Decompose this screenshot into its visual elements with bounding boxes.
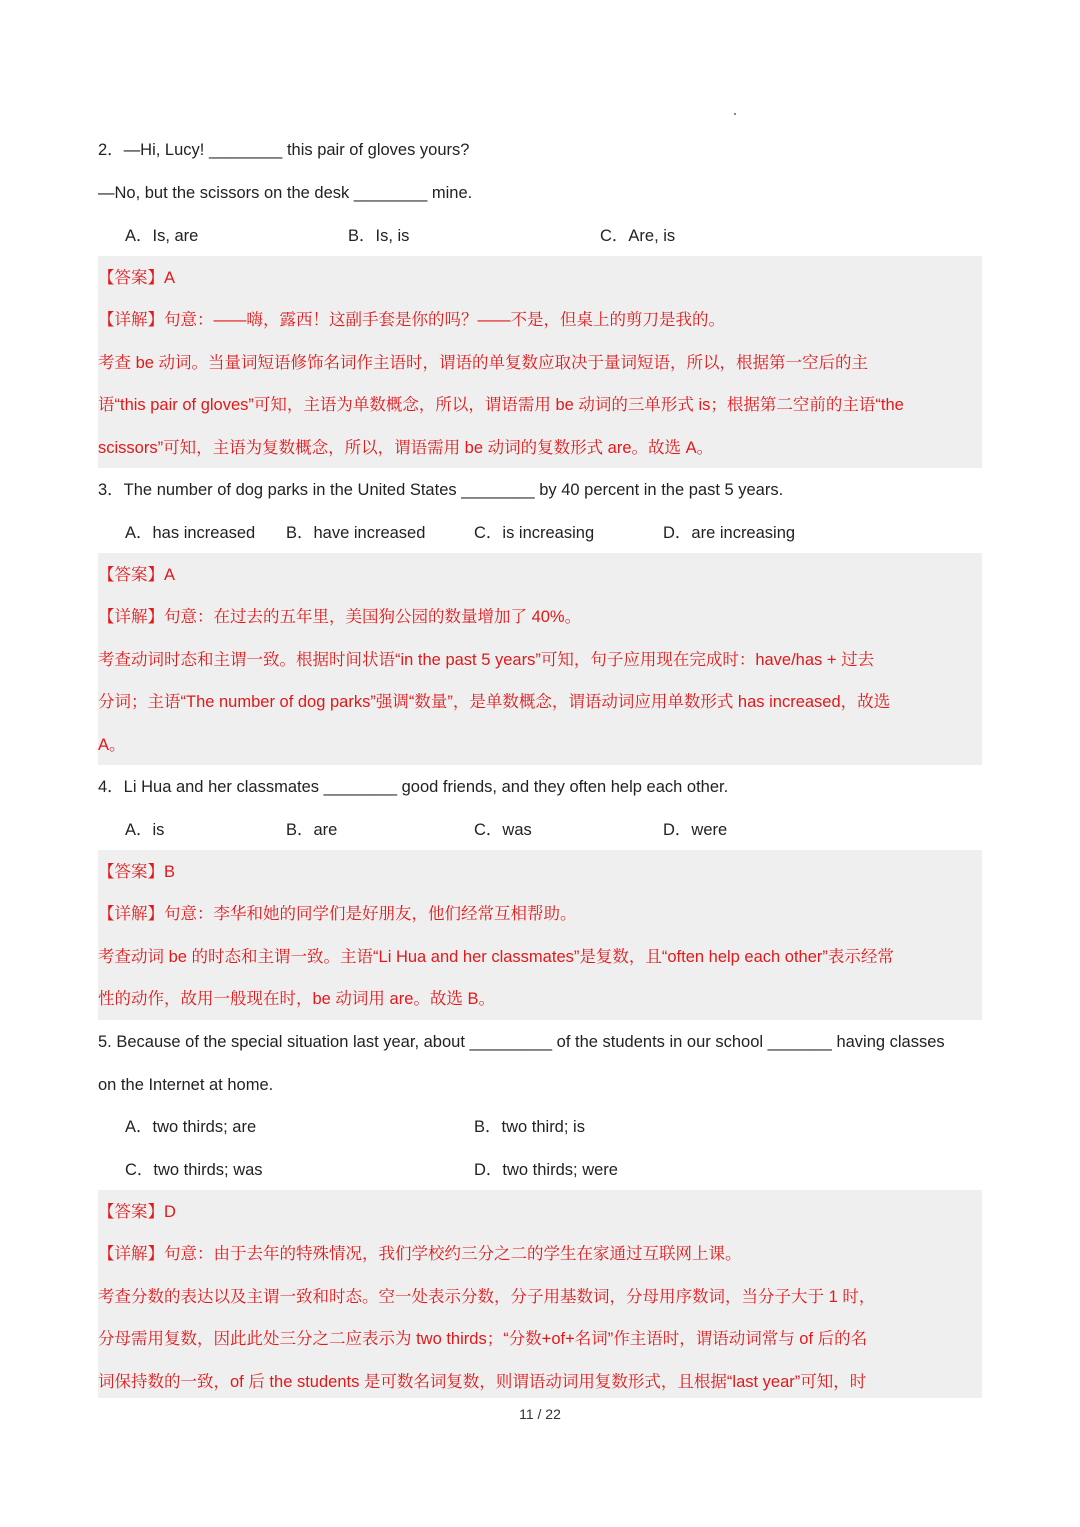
q4-explanation-line-1: 【详解】句意：李华和她的同学们是好朋友，他们经常互相帮助。: [98, 905, 577, 923]
q5-option-b: B．two third; is: [474, 1118, 585, 1136]
q5-option-c: C．two thirds; was: [125, 1161, 263, 1179]
q4-explanation-line-2: 考查动词 be 的时态和主谓一致。主语“Li Hua and her classmates”是复数，且“often help each other”表示经常: [98, 948, 894, 966]
q2-option-a: A．Is, are: [125, 227, 199, 245]
question-4-line-1: 4．Li Hua and her classmates ________ good friends, and they often help each other.: [98, 778, 729, 796]
q5-explanation-line-2: 考查分数的表达以及主谓一致和时态。空一处表示分数，分子用基数词，分母用序数词，当分子大于 1 时，: [98, 1288, 876, 1306]
q4-option-b: B．are: [286, 821, 338, 839]
page-number: 11 / 22: [519, 1406, 561, 1422]
q2-option-c: C．Are, is: [600, 227, 676, 245]
q5-explanation-line-4: 词保持数的一致，of 后 the students 是可数名词复数，则谓语动词用复数形式，且根据“last year”可知，时: [98, 1373, 867, 1391]
q2-explanation-line-4: scissors”可知，主语为复数概念，所以，谓语需用 be 动词的复数形式 are。故选 A。: [98, 439, 714, 457]
question-5-line-2: on the Internet at home.: [98, 1076, 274, 1094]
q4-answer: 【答案】B: [98, 863, 176, 881]
q4-option-d: D．were: [663, 821, 728, 839]
question-2-line-2: —No, but the scissors on the desk ________ mine.: [98, 184, 473, 202]
q3-answer: 【答案】A: [98, 566, 176, 584]
question-2-line-1: 2．—Hi, Lucy! ________ this pair of gloves yours?: [98, 141, 470, 159]
question-5-line-1: 5. Because of the special situation last year, about _________ of the students in our school _______ having classes: [98, 1033, 945, 1051]
q3-option-b: B．have increased: [286, 524, 426, 542]
q2-explanation-line-2: 考查 be 动词。当量词短语修饰名词作主语时，谓语的单复数应取决于量词短语，所以，根据第一空后的主: [98, 354, 869, 372]
q2-explanation-line-3: 语“this pair of gloves”可知，主语为单数概念，所以，谓语需用 be 动词的三单形式 is；根据第二空前的主语“the: [98, 396, 904, 414]
q3-explanation-line-1: 【详解】句意：在过去的五年里，美国狗公园的数量增加了 40%。: [98, 608, 582, 626]
q3-option-d: D．are increasing: [663, 524, 796, 542]
q5-explanation-line-1: 【详解】句意：由于去年的特殊情况，我们学校约三分之二的学生在家通过互联网上课。: [98, 1245, 742, 1263]
q5-option-a: A．two thirds; are: [125, 1118, 257, 1136]
q3-explanation-line-2: 考查动词时态和主谓一致。根据时间状语“in the past 5 years”可知，句子应用现在完成时：have/has + 过去: [98, 651, 875, 669]
q5-explanation-line-3: 分母需用复数，因此此处三分之二应表示为 two thirds；“分数+of+名词”作主语时，谓语动词常与 of 后的名: [98, 1330, 868, 1348]
q2-explanation-line-1: 【详解】句意：——嗨，露西！这副手套是你的吗？——不是，但桌上的剪刀是我的。: [98, 311, 725, 329]
q3-option-c: C．is increasing: [474, 524, 595, 542]
q4-option-a: A．is: [125, 821, 165, 839]
q3-explanation-line-4: A。: [98, 736, 126, 754]
q4-explanation-line-3: 性的动作，故用一般现在时，be 动词用 are。故选 B。: [98, 990, 495, 1008]
q3-option-a: A．has increased: [125, 524, 256, 542]
q3-explanation-line-3: 分词；主语“The number of dog parks”强调“数量”，是单数概念，谓语动词应用单数形式 has increased，故选: [98, 693, 891, 711]
q4-option-c: C．was: [474, 821, 532, 839]
q2-option-b: B．Is, is: [348, 227, 410, 245]
decorative-dot: [734, 113, 736, 115]
q5-option-d: D．two thirds; were: [474, 1161, 618, 1179]
q5-answer: 【答案】D: [98, 1203, 176, 1221]
question-3-line-1: 3．The number of dog parks in the United States ________ by 40 percent in the past 5 years.: [98, 481, 784, 499]
q2-answer: 【答案】A: [98, 269, 176, 287]
